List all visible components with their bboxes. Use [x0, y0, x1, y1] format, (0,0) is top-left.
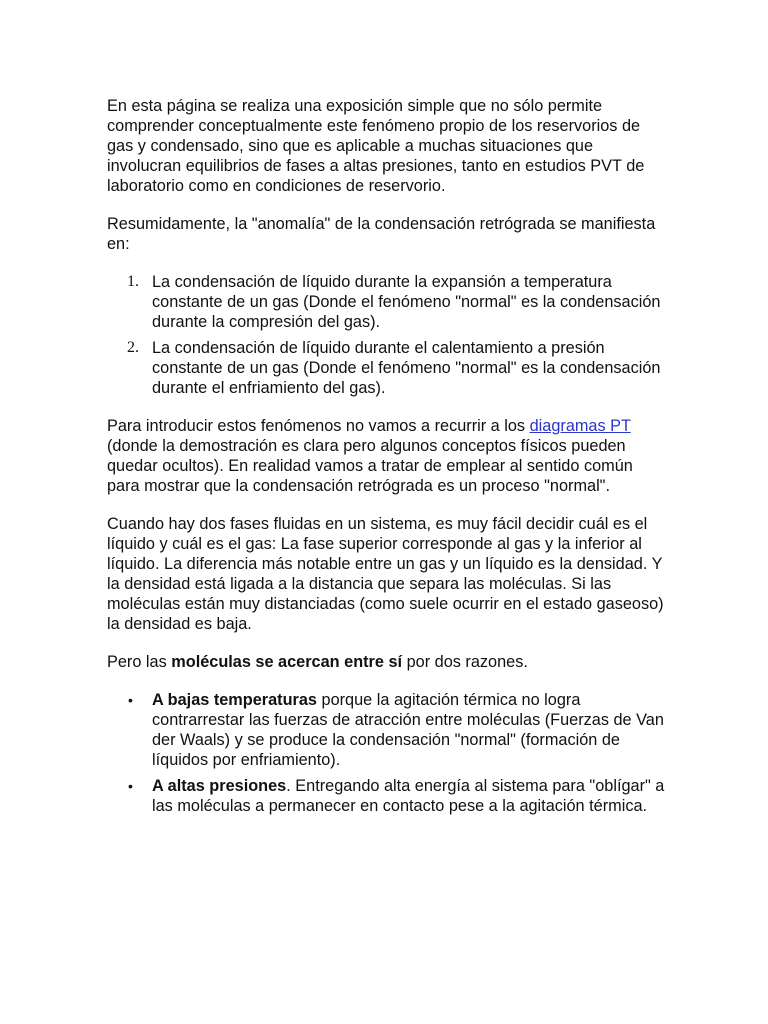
- list-item: [107, 338, 667, 398]
- list-item-text: porque la agitación térmica no logra contrarrestar las fuerzas de atracción entre moléculas (Fuerzas de Van der Waals) y se produce la condensación "normal" (formación de líquidos por enfriamiento).: [152, 691, 664, 769]
- paragraph-text: Para introducir estos fenómenos no vamos a recurrir a los: [107, 417, 530, 435]
- bold-text: A bajas temperaturas: [152, 691, 317, 709]
- paragraph-introduction-phenomena: [107, 416, 667, 496]
- list-item: [107, 776, 667, 816]
- list-number: 1.: [127, 273, 139, 290]
- numbered-list: [107, 272, 667, 398]
- diagramas-pt-link[interactable]: diagramas PT: [529, 417, 631, 435]
- bold-text: A altas presiones: [152, 777, 287, 795]
- list-item: [107, 690, 667, 770]
- bullet-list: [107, 690, 667, 816]
- list-item-text: La condensación de líquido durante el calentamiento a presión constante de un gas (Donde el fenómeno "normal" es la condensación durante el enfriamiento del gas).: [152, 339, 661, 397]
- list-number: 2.: [127, 339, 139, 356]
- bold-text: moléculas se acercan entre sí: [171, 653, 403, 671]
- list-item: [107, 272, 667, 332]
- paragraph-reasons: [107, 652, 667, 672]
- paragraph-intro: En esta página se realiza una exposición simple que no sólo permite comprender conceptualmente este fenómeno propio de los reservorios de gas y condensado, sino que es aplicable a muchas situaciones que involucran equilibrios de fases a altas presiones, tanto en estudios PVT de laboratorio como en condiciones de reservorio.: [107, 97, 645, 195]
- bullet-marker: •: [128, 778, 133, 794]
- paragraph-text: Pero las: [107, 653, 172, 671]
- document-body: [107, 96, 667, 822]
- paragraph-text: por dos razones.: [402, 653, 528, 671]
- paragraph-text: (donde la demostración es clara pero algunos conceptos físicos pueden quedar ocultos). En realidad vamos a tratar de emplear al sentido común para mostrar que la condensación retrógrada es un proceso "normal".: [107, 437, 633, 495]
- paragraph-phases: Cuando hay dos fases fluidas en un sistema, es muy fácil decidir cuál es el líquido y cuál es el gas: La fase superior corresponde al gas y la inferior al líquido. La diferencia más notable entre un gas y un líquido es la densidad. Y la densidad está ligada a la distancia que separa las moléculas. Si las moléculas están muy distanciadas (como suele ocurrir en el estado gaseoso) la densidad es baja.: [107, 515, 664, 633]
- paragraph-summary: Resumidamente, la "anomalía" de la condensación retrógrada se manifiesta en:: [107, 215, 656, 253]
- list-item-text: La condensación de líquido durante la expansión a temperatura constante de un gas (Donde el fenómeno "normal" es la condensación durante la compresión del gas).: [152, 273, 661, 331]
- bullet-marker: •: [128, 692, 133, 708]
- list-item-text: . Entregando alta energía al sistema para "oblígar" a las moléculas a permanecer en contacto pese a la agitación térmica.: [152, 777, 665, 815]
